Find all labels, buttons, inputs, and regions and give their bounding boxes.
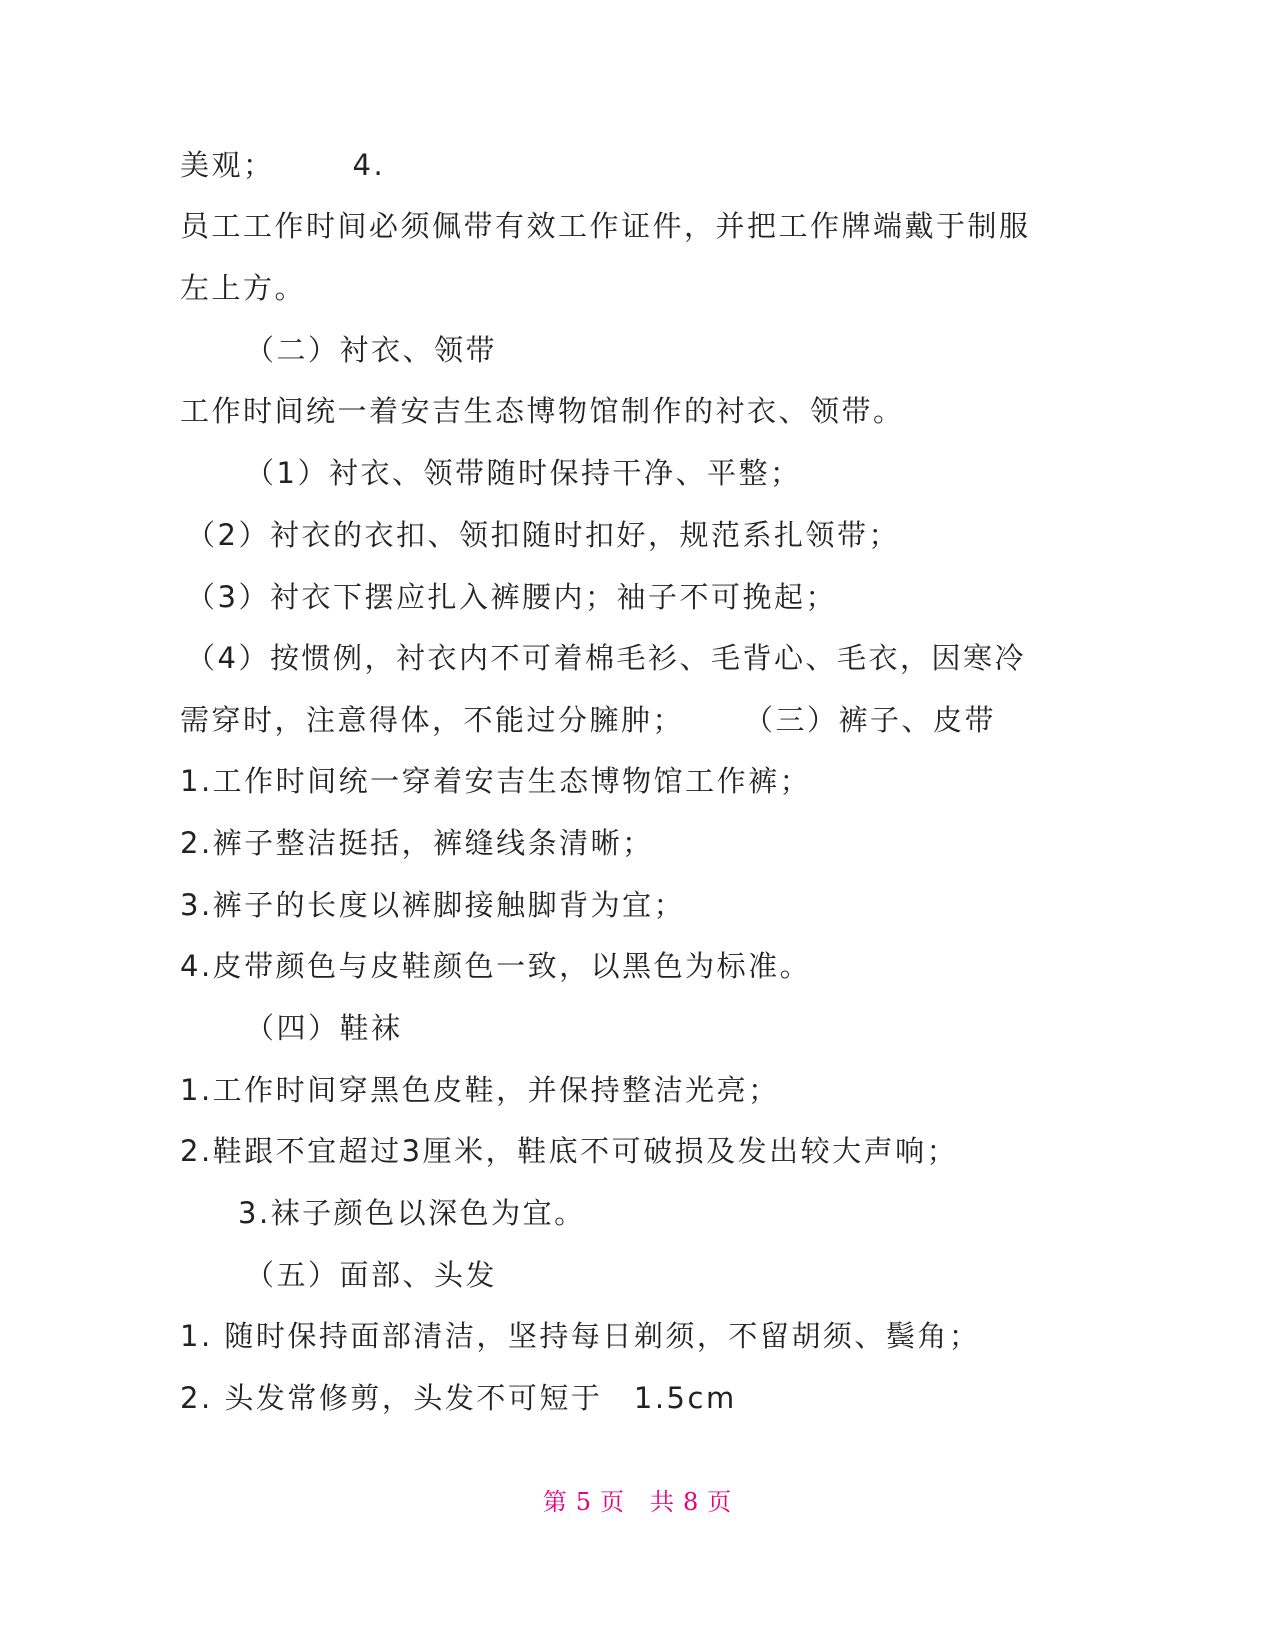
text-line-3: 左上方。 bbox=[180, 271, 307, 305]
text-line-1-b: 4. bbox=[352, 148, 386, 182]
text-line-6: （1）衬衣、领带随时保持干净、平整； bbox=[245, 456, 802, 490]
section-heading-3: （三）裤子、皮带 bbox=[744, 703, 997, 737]
text-line-5: 工作时间统一着安吉生态博物馆制作的衬衣、领带。 bbox=[180, 394, 905, 428]
text-line-10-a: 需穿时，注意得体，不能过分臃肿； bbox=[180, 703, 685, 737]
footer-suffix: 页 bbox=[707, 1488, 733, 1516]
section-heading-2: （二）衬衣、领带 bbox=[245, 333, 498, 367]
text-line-16: 1.工作时间穿黑色皮鞋，并保持整洁光亮； bbox=[180, 1073, 780, 1107]
text-line-17: 2.鞋跟不宜超过3厘米，鞋底不可破损及发出较大声响； bbox=[180, 1134, 959, 1168]
footer-middle: 页 共 bbox=[600, 1488, 675, 1516]
footer-current-page: 5 bbox=[575, 1488, 592, 1516]
text-line-13: 3.裤子的长度以裤脚接触脚背为宜； bbox=[180, 888, 686, 922]
text-line-1 bbox=[180, 145, 385, 185]
text-line-8: （3）衬衣下摆应扎入裤腰内；袖子不可挽起； bbox=[186, 580, 837, 614]
text-line-7: （2）衬衣的衣扣、领扣随时扣好，规范系扎领带； bbox=[186, 518, 900, 552]
text-line-20: 1. 随时保持面部清洁，坚持每日剃须，不留胡须、鬓角； bbox=[180, 1319, 981, 1353]
text-line-18: 3.袜子颜色以深色为宜。 bbox=[238, 1196, 586, 1230]
text-line-10 bbox=[180, 700, 996, 740]
section-heading-5: （五）面部、头发 bbox=[245, 1258, 498, 1292]
section-heading-4: （四）鞋袜 bbox=[245, 1011, 403, 1045]
page-footer bbox=[0, 1482, 1275, 1517]
text-line-2: 员工工作时间必须佩带有效工作证件，并把工作牌端戴于制服 bbox=[180, 209, 1031, 243]
text-line-12: 2.裤子整洁挺括，裤缝线条清晰； bbox=[180, 826, 654, 860]
footer-total-pages: 8 bbox=[683, 1488, 700, 1516]
footer-prefix: 第 bbox=[542, 1488, 568, 1516]
text-line-14: 4.皮带颜色与皮鞋颜色一致，以黑色为标准。 bbox=[180, 949, 812, 983]
text-line-21: 2. 头发常修剪，头发不可短于 1.5cm bbox=[180, 1381, 737, 1415]
text-line-11: 1.工作时间统一穿着安吉生态博物馆工作裤； bbox=[180, 764, 812, 798]
text-line-1-a: 美观； bbox=[180, 148, 275, 182]
text-line-9: （4）按惯例，衬衣内不可着棉毛衫、毛背心、毛衣，因寒冷 bbox=[186, 641, 1026, 675]
